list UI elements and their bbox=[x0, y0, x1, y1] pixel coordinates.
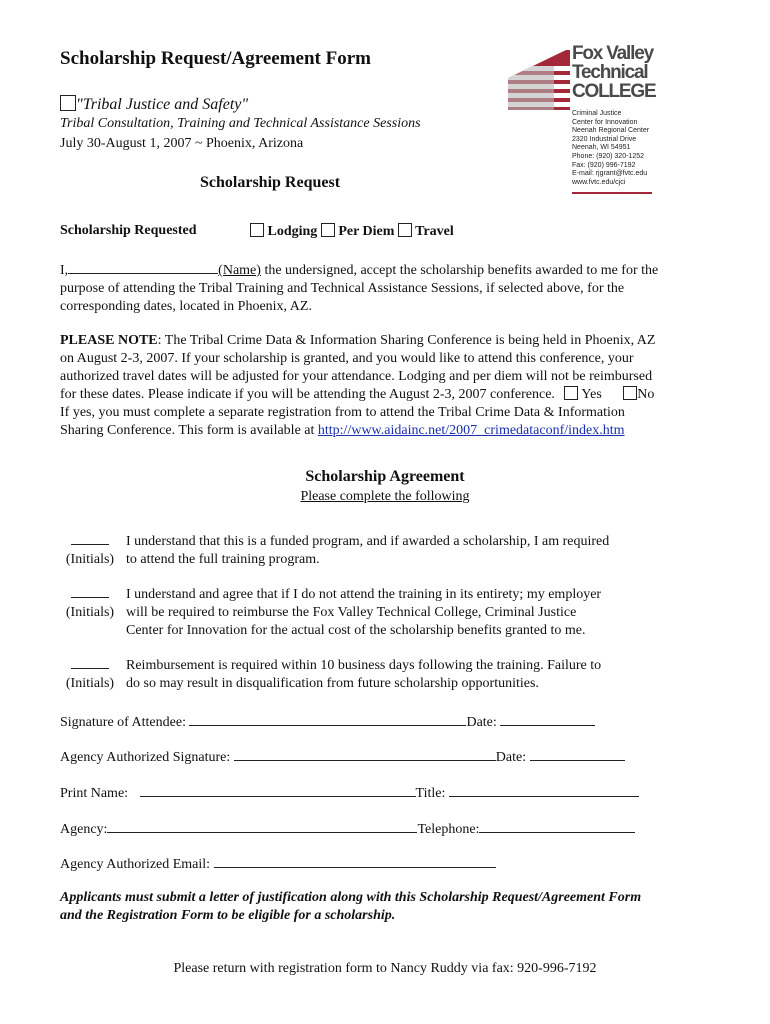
telephone-field[interactable] bbox=[479, 818, 635, 833]
submission-instructions bbox=[60, 889, 700, 925]
address-line: Criminal Justice bbox=[572, 110, 622, 117]
agreement-text: do so may result in disqualification from future scholarship opportunities. bbox=[126, 676, 539, 691]
college-address bbox=[572, 110, 682, 187]
request-heading: Scholarship Request bbox=[200, 174, 341, 191]
note-label: PLEASE NOTE bbox=[60, 333, 158, 348]
lodging-label: Lodging bbox=[267, 224, 318, 239]
agency-email-row bbox=[60, 853, 496, 873]
title-field[interactable] bbox=[449, 782, 639, 797]
note-text: Sharing Conference. This form is available at bbox=[60, 423, 318, 438]
return-note: Please return with registration form to Nancy Ruddy via fax: 920-996-7192 bbox=[173, 961, 597, 976]
logo-line2: Technical bbox=[572, 62, 648, 83]
address-line: Neenah Regional Center bbox=[572, 127, 650, 135]
print-name-field[interactable] bbox=[140, 782, 416, 797]
instruction-text: Applicants must submit a letter of justification along with this Scholarship Request/Agreement Form bbox=[60, 890, 642, 905]
address-line: Fax: (920) 996-7192 bbox=[572, 161, 636, 169]
agreement-subheading: Please complete the following bbox=[300, 489, 470, 504]
initials-label: (Initials) bbox=[65, 552, 115, 567]
please-note bbox=[60, 332, 720, 440]
logo-line1: Fox Valley bbox=[572, 43, 653, 64]
agreement-text: to attend the full training program. bbox=[126, 552, 320, 567]
scholarship-requested-label: Scholarship Requested bbox=[60, 223, 197, 238]
program-name: "Tribal Justice and Safety" bbox=[76, 96, 249, 113]
no-label: No bbox=[637, 387, 655, 402]
acceptance-statement bbox=[60, 259, 710, 316]
print-name-row bbox=[60, 782, 639, 802]
note-text: If yes, you must complete a separate registration from to attend the Tribal Crime Data & Information bbox=[60, 405, 625, 420]
statement-text: purpose of attending the Tribal Training and Technical Assistance Sessions, if selected above, for the bbox=[60, 281, 625, 296]
address-line: Phone: (920) 320-1252 bbox=[572, 152, 644, 160]
travel-checkbox[interactable] bbox=[398, 223, 412, 237]
initials-field[interactable] bbox=[71, 587, 109, 598]
scholarship-options bbox=[250, 223, 454, 240]
note-text: authorized travel dates will be adjusted for your attendance. Lodging and per diem will not be reimbursed bbox=[60, 369, 653, 384]
attendee-signature-field[interactable] bbox=[189, 711, 466, 726]
per-diem-checkbox[interactable] bbox=[321, 223, 335, 237]
program-line bbox=[60, 95, 248, 114]
agency-signature-label: Agency Authorized Signature: bbox=[60, 750, 231, 765]
agency-row bbox=[60, 818, 635, 838]
no-checkbox[interactable] bbox=[623, 386, 637, 400]
lodging-checkbox[interactable] bbox=[250, 223, 264, 237]
yes-checkbox[interactable] bbox=[564, 386, 578, 400]
date-label: Date: bbox=[495, 750, 527, 765]
initials-field[interactable] bbox=[71, 534, 109, 545]
agency-email-field[interactable] bbox=[214, 853, 496, 868]
attendee-date-field[interactable] bbox=[500, 711, 595, 726]
initials-label: (Initials) bbox=[65, 676, 115, 691]
dates-location: July 30-August 1, 2007 ~ Phoenix, Arizona bbox=[60, 136, 304, 151]
travel-label: Travel bbox=[415, 224, 454, 239]
per-diem-label: Per Diem bbox=[338, 224, 395, 239]
date-label: Date: bbox=[466, 715, 497, 730]
name-label: (Name) bbox=[218, 263, 261, 278]
conference-link[interactable]: http://www.aidainc.net/2007_crimedataconf/index.htm bbox=[317, 423, 625, 438]
agreement-text: will be required to reimburse the Fox Valley Technical College, Criminal Justice bbox=[126, 605, 577, 620]
statement-prefix: I, bbox=[60, 263, 69, 278]
attendee-signature-row bbox=[60, 711, 595, 731]
address-line: www.fvtc.edu/cjci bbox=[572, 178, 626, 186]
form-title: Scholarship Request/Agreement Form bbox=[60, 48, 372, 69]
title-label: Title: bbox=[415, 786, 446, 801]
agency-email-label: Agency Authorized Email: bbox=[60, 857, 211, 872]
address-line: Neenah, WI 54951 bbox=[572, 144, 631, 152]
agreement-text: I understand and agree that if I do not attend the training in its entirety; my employer bbox=[126, 587, 602, 602]
agency-signature-row bbox=[60, 746, 625, 766]
note-text: for these dates. Please indicate if you will be attending the August 2-3, 2007 conference. bbox=[60, 387, 555, 402]
initials-field[interactable] bbox=[71, 658, 109, 669]
initials-block bbox=[60, 533, 120, 569]
address-line: E-mail: rjgrant@fvtc.edu bbox=[572, 170, 648, 178]
note-text: : The Tribal Crime Data & Information Sharing Conference is being held in Phoenix, AZ bbox=[157, 333, 656, 348]
address-line: Center for Innovation bbox=[572, 118, 638, 126]
agreement-item bbox=[126, 533, 666, 569]
name-field[interactable] bbox=[68, 259, 218, 274]
agreement-item bbox=[126, 657, 666, 693]
logo-divider bbox=[572, 192, 652, 194]
agreement-text: Reimbursement is required within 10 business days following the training. Failure to bbox=[126, 658, 602, 673]
address-line: 2320 Industrial Drive bbox=[572, 135, 637, 143]
yes-label: Yes bbox=[581, 387, 602, 402]
statement-text: the undersigned, accept the scholarship benefits awarded to me for the bbox=[260, 263, 659, 278]
statement-text: corresponding dates, located in Phoenix, AZ. bbox=[60, 299, 312, 314]
attendee-signature-label: Signature of Attendee: bbox=[60, 715, 186, 730]
initials-block bbox=[60, 657, 120, 693]
note-text: on August 2-3, 2007. If your scholarship is granted, and you would like to attend this conference, your bbox=[60, 351, 634, 366]
agreement-item bbox=[126, 586, 666, 640]
agreement-text: I understand that this is a funded program, and if awarded a scholarship, I am required bbox=[126, 534, 610, 549]
agreement-text: Center for Innovation for the actual cost of the scholarship benefits granted to me. bbox=[126, 623, 586, 638]
agency-signature-field[interactable] bbox=[234, 746, 496, 761]
logo-line3: COLLEGE bbox=[572, 81, 656, 102]
initials-label: (Initials) bbox=[65, 605, 115, 620]
subtitle: Tribal Consultation, Training and Technical Assistance Sessions bbox=[60, 116, 421, 131]
print-name-label: Print Name: bbox=[60, 786, 129, 801]
instruction-text: and the Registration Form to be eligible for a scholarship. bbox=[60, 908, 396, 923]
agency-field[interactable] bbox=[107, 818, 417, 833]
program-checkbox[interactable] bbox=[60, 95, 76, 111]
agency-date-field[interactable] bbox=[530, 746, 625, 761]
agency-label: Agency: bbox=[60, 822, 108, 837]
initials-block bbox=[60, 586, 120, 622]
telephone-label: Telephone: bbox=[417, 822, 480, 837]
agreement-heading: Scholarship Agreement bbox=[305, 468, 465, 485]
